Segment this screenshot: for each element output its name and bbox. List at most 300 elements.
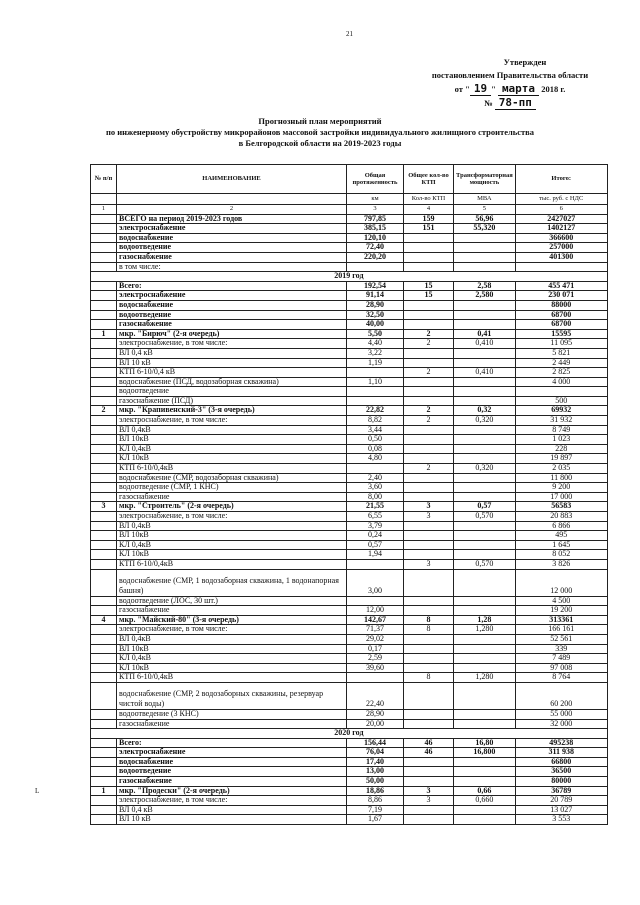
table-row: [91, 777, 608, 787]
row-name: газоснабжение: [117, 606, 347, 616]
row-total: 495238: [515, 738, 607, 748]
table-row: [91, 512, 608, 522]
row-power: [454, 483, 516, 493]
table-row: [91, 262, 608, 272]
row-total: 13 027: [515, 805, 607, 815]
column-numbers-row: [91, 205, 608, 215]
row-number: [91, 596, 117, 606]
row-length: 29,02: [347, 634, 404, 644]
row-ktp: [404, 473, 454, 483]
row-length: 28,90: [347, 300, 404, 310]
row-number: [91, 625, 117, 635]
row-power: [454, 252, 516, 262]
row-ktp: [404, 320, 454, 330]
row-number: 4: [91, 615, 117, 625]
row-number: [91, 540, 117, 550]
row-total: 257000: [515, 243, 607, 253]
approval-date-line: [410, 82, 610, 96]
row-total: 69932: [515, 406, 607, 416]
row-length: 32,50: [347, 310, 404, 320]
row-total: 8 052: [515, 550, 607, 560]
row-power: [454, 310, 516, 320]
approval-year: 2018 г.: [541, 84, 566, 94]
title-line-3: в Белгородской области на 2019-2023 годы: [238, 138, 402, 148]
row-length: 22,82: [347, 406, 404, 416]
row-name: ВЛ 10 кВ: [117, 815, 347, 825]
row-total: 36789: [515, 786, 607, 796]
row-power: [454, 596, 516, 606]
row-total: 228: [515, 444, 607, 454]
row-total: 8 764: [515, 673, 607, 683]
row-power: [454, 719, 516, 729]
row-name: водоснабжение (СМР, водозаборная скважина): [117, 473, 347, 483]
row-number: [91, 606, 117, 616]
row-ktp: [404, 805, 454, 815]
table-row: [91, 214, 608, 224]
row-name: газоснабжение: [117, 777, 347, 787]
row-power: [454, 521, 516, 531]
table-row: [91, 559, 608, 569]
row-length: [347, 262, 404, 272]
row-power: [454, 663, 516, 673]
row-total: 4 500: [515, 596, 607, 606]
row-power: 2,580: [454, 291, 516, 301]
table-row: [91, 521, 608, 531]
row-length: [347, 464, 404, 474]
row-number: [91, 473, 117, 483]
row-total: 339: [515, 644, 607, 654]
year-row: [91, 272, 608, 282]
row-number: [91, 387, 117, 397]
table-row: [91, 682, 608, 709]
row-length: 4,40: [347, 339, 404, 349]
row-ktp: 3: [404, 512, 454, 522]
row-number: [91, 224, 117, 234]
row-length: 385,15: [347, 224, 404, 234]
row-power: [454, 262, 516, 272]
row-number: [91, 454, 117, 464]
row-total: 455 471: [515, 281, 607, 291]
row-length: 5,50: [347, 329, 404, 339]
row-power: [454, 492, 516, 502]
row-number: [91, 252, 117, 262]
row-total: 68700: [515, 320, 607, 330]
row-total: 15595: [515, 329, 607, 339]
table-row: [91, 531, 608, 541]
row-number: [91, 815, 117, 825]
row-name: мкр. "Майский-80" (3-я очередь): [117, 615, 347, 625]
row-number: 1: [91, 786, 117, 796]
year-row: [91, 729, 608, 739]
row-ktp: [404, 454, 454, 464]
row-name: КТП 6-10/0,4 кВ: [117, 368, 347, 378]
row-ktp: [404, 644, 454, 654]
row-power: 0,570: [454, 559, 516, 569]
row-ktp: [404, 310, 454, 320]
row-name: водоотведение: [117, 387, 347, 397]
row-name: водоснабжение: [117, 233, 347, 243]
row-number: [91, 531, 117, 541]
row-total: 97 008: [515, 663, 607, 673]
row-ktp: [404, 425, 454, 435]
row-total: 31 932: [515, 416, 607, 426]
header-num: № п/п: [91, 165, 117, 194]
row-ktp: [404, 540, 454, 550]
row-total: 19 897: [515, 454, 607, 464]
row-total: 19 200: [515, 606, 607, 616]
row-number: 2: [91, 406, 117, 416]
row-length: 120,10: [347, 233, 404, 243]
row-name: газоснабжение (ПСД): [117, 396, 347, 406]
row-name: мкр. "Строитель" (2-я очередь): [117, 502, 347, 512]
year-label: 2020 год: [91, 729, 608, 739]
table-row: [91, 368, 608, 378]
row-total: 366600: [515, 233, 607, 243]
row-ktp: 8: [404, 673, 454, 683]
row-number: [91, 663, 117, 673]
row-total: 495: [515, 531, 607, 541]
colnum-4: 4: [404, 205, 454, 215]
row-ktp: [404, 531, 454, 541]
table-row: [91, 673, 608, 683]
row-total: 1 645: [515, 540, 607, 550]
row-number: [91, 757, 117, 767]
row-power: [454, 757, 516, 767]
row-total: 56583: [515, 502, 607, 512]
header-power: Трансформаторная мощность: [454, 165, 516, 194]
row-ktp: [404, 233, 454, 243]
table-row: [91, 377, 608, 387]
row-length: 28,90: [347, 709, 404, 719]
row-number: [91, 233, 117, 243]
row-power: [454, 300, 516, 310]
row-total: 32 000: [515, 719, 607, 729]
row-ktp: 2: [404, 406, 454, 416]
row-length: 0,50: [347, 435, 404, 445]
row-name: ВЛ 0,4кВ: [117, 634, 347, 644]
row-total: 9 200: [515, 483, 607, 493]
table-row: [91, 815, 608, 825]
row-name: водоснабжение: [117, 757, 347, 767]
row-power: [454, 320, 516, 330]
row-name: КТП 6-10/0,4кВ: [117, 673, 347, 683]
row-length: 8,00: [347, 492, 404, 502]
approval-number-line: [410, 96, 610, 110]
table-row: [91, 786, 608, 796]
row-number: [91, 796, 117, 806]
header-name: НАИМЕНОВАНИЕ: [117, 165, 347, 194]
table-row: [91, 615, 608, 625]
row-length: [347, 368, 404, 378]
row-name: водоснабжение (СМР, 2 водозаборных скважины, резервуар чистой воды): [117, 682, 347, 709]
row-name: водоотведение (3 КНС): [117, 709, 347, 719]
table-row: [91, 291, 608, 301]
approval-quote: ": [491, 84, 496, 94]
colnum-1: 1: [91, 205, 117, 215]
row-ktp: [404, 777, 454, 787]
row-ktp: 2: [404, 416, 454, 426]
title-line-2: по инженерному обустройству микрорайонов массовой застройки индивидуального жилищного строительства: [105, 127, 535, 137]
row-power: 0,320: [454, 416, 516, 426]
header-row: [91, 165, 608, 194]
row-number: [91, 521, 117, 531]
row-number: [91, 377, 117, 387]
row-power: 0,320: [454, 464, 516, 474]
table-row: [91, 606, 608, 616]
row-ktp: 46: [404, 748, 454, 758]
row-total: 55 000: [515, 709, 607, 719]
row-number: [91, 767, 117, 777]
row-ktp: [404, 387, 454, 397]
row-length: 91,14: [347, 291, 404, 301]
unit-length: км: [347, 194, 404, 205]
row-name: Всего:: [117, 738, 347, 748]
row-name: газоснабжение: [117, 492, 347, 502]
row-ktp: [404, 719, 454, 729]
row-name: Всего:: [117, 281, 347, 291]
row-name: газоснабжение: [117, 252, 347, 262]
row-name: ВЛ 10 кВ: [117, 358, 347, 368]
table-row: [91, 644, 608, 654]
row-total: 68700: [515, 310, 607, 320]
row-power: 0,32: [454, 406, 516, 416]
table-row: [91, 502, 608, 512]
row-number: [91, 569, 117, 596]
plan-table: [90, 164, 608, 825]
table-row: [91, 387, 608, 397]
row-length: 8,82: [347, 416, 404, 426]
row-ktp: 8: [404, 625, 454, 635]
row-power: [454, 682, 516, 709]
row-power: [454, 348, 516, 358]
row-name: водоснабжение: [117, 300, 347, 310]
row-total: 2 825: [515, 368, 607, 378]
table-row: [91, 796, 608, 806]
row-length: 0,57: [347, 540, 404, 550]
table-row: [91, 224, 608, 234]
row-length: 76,04: [347, 748, 404, 758]
table-row: [91, 483, 608, 493]
row-total: 12 000: [515, 569, 607, 596]
table-row: [91, 358, 608, 368]
row-length: 20,00: [347, 719, 404, 729]
row-name: электроснабжение: [117, 748, 347, 758]
table-row: [91, 300, 608, 310]
row-ktp: [404, 483, 454, 493]
row-name: мкр. "Бирюч" (2-я очередь): [117, 329, 347, 339]
approval-decree-line: постановлением Правительства области: [431, 70, 589, 80]
row-name: водоотведение (СМР, 1 КНС): [117, 483, 347, 493]
table-row: [91, 540, 608, 550]
row-total: 6 866: [515, 521, 607, 531]
row-number: [91, 444, 117, 454]
row-power: [454, 777, 516, 787]
row-number: [91, 492, 117, 502]
row-total: 7 489: [515, 654, 607, 664]
row-length: 3,00: [347, 569, 404, 596]
row-number: [91, 738, 117, 748]
unit-power: МВА: [454, 194, 516, 205]
table-row: [91, 719, 608, 729]
row-length: 1,67: [347, 815, 404, 825]
row-length: 50,00: [347, 777, 404, 787]
table-row: [91, 767, 608, 777]
row-number: [91, 464, 117, 474]
row-ktp: 3: [404, 559, 454, 569]
row-name: водоотведение (ЛОС, 30 шт.): [117, 596, 347, 606]
table-row: [91, 416, 608, 426]
row-length: 156,44: [347, 738, 404, 748]
row-name: газоснабжение: [117, 719, 347, 729]
table-row: [91, 596, 608, 606]
row-length: 71,37: [347, 625, 404, 635]
plan-table-body: [91, 165, 608, 825]
approval-no-label: №: [484, 98, 493, 108]
row-ktp: [404, 569, 454, 596]
row-total: 2 035: [515, 464, 607, 474]
row-length: 220,20: [347, 252, 404, 262]
table-row: [91, 654, 608, 664]
row-power: [454, 709, 516, 719]
row-name: водоотведение: [117, 767, 347, 777]
row-power: 55,320: [454, 224, 516, 234]
row-number: [91, 512, 117, 522]
row-total: 2427027: [515, 214, 607, 224]
row-length: 17,40: [347, 757, 404, 767]
row-total: [515, 262, 607, 272]
table-row: [91, 396, 608, 406]
row-ktp: 8: [404, 615, 454, 625]
row-number: [91, 435, 117, 445]
row-ktp: [404, 396, 454, 406]
document-title: [90, 116, 550, 149]
row-name: ВЛ 10кВ: [117, 644, 347, 654]
row-ktp: 3: [404, 796, 454, 806]
unit-name: [117, 194, 347, 205]
row-length: [347, 559, 404, 569]
row-length: 4,80: [347, 454, 404, 464]
row-number: [91, 243, 117, 253]
row-length: 8,86: [347, 796, 404, 806]
row-total: 166 161: [515, 625, 607, 635]
colnum-5: 5: [454, 205, 516, 215]
row-number: [91, 777, 117, 787]
row-total: 1 023: [515, 435, 607, 445]
row-power: [454, 569, 516, 596]
row-total: 5 821: [515, 348, 607, 358]
row-power: [454, 425, 516, 435]
row-name: ВЛ 0,4 кВ: [117, 348, 347, 358]
row-length: 18,86: [347, 786, 404, 796]
approval-stamp: [410, 56, 610, 110]
table-row: [91, 320, 608, 330]
table-row: [91, 757, 608, 767]
row-total: 60 200: [515, 682, 607, 709]
margin-mark: L: [35, 787, 40, 795]
row-power: [454, 815, 516, 825]
row-name: электроснабжение: [117, 291, 347, 301]
row-total: 8 749: [515, 425, 607, 435]
row-power: 0,410: [454, 368, 516, 378]
table-row: [91, 406, 608, 416]
row-length: 2,40: [347, 473, 404, 483]
row-length: 3,22: [347, 348, 404, 358]
row-ktp: [404, 550, 454, 560]
row-ktp: 46: [404, 738, 454, 748]
row-length: 3,60: [347, 483, 404, 493]
row-power: [454, 454, 516, 464]
table-row: [91, 569, 608, 596]
row-total: 313361: [515, 615, 607, 625]
row-power: [454, 606, 516, 616]
row-power: 1,28: [454, 615, 516, 625]
unit-num: [91, 194, 117, 205]
row-number: [91, 339, 117, 349]
approval-day: 19: [470, 82, 491, 96]
row-total: 3 826: [515, 559, 607, 569]
row-power: [454, 444, 516, 454]
row-name: КЛ 0,4кВ: [117, 444, 347, 454]
row-ktp: [404, 521, 454, 531]
row-number: [91, 709, 117, 719]
table-row: [91, 473, 608, 483]
row-ktp: 151: [404, 224, 454, 234]
row-name: электроснабжение, в том числе:: [117, 339, 347, 349]
header-total: Итого:: [515, 165, 607, 194]
row-ktp: [404, 596, 454, 606]
row-total: 230 071: [515, 291, 607, 301]
row-power: [454, 377, 516, 387]
row-total: 52 561: [515, 634, 607, 644]
row-name: ВЛ 0,4 кВ: [117, 805, 347, 815]
row-number: [91, 281, 117, 291]
row-name: ВЛ 0,4кВ: [117, 521, 347, 531]
row-total: 36500: [515, 767, 607, 777]
row-ktp: 2: [404, 329, 454, 339]
row-number: [91, 320, 117, 330]
table-row: [91, 748, 608, 758]
row-name: мкр. "Продески" (2-я очередь): [117, 786, 347, 796]
row-power: [454, 767, 516, 777]
row-number: [91, 673, 117, 683]
row-name: мкр. "Крапивенский-3" (3-я очередь): [117, 406, 347, 416]
table-row: [91, 550, 608, 560]
row-ktp: [404, 654, 454, 664]
row-total: 11 800: [515, 473, 607, 483]
row-number: [91, 483, 117, 493]
row-power: [454, 550, 516, 560]
row-number: [91, 262, 117, 272]
row-ktp: [404, 767, 454, 777]
row-ktp: [404, 348, 454, 358]
row-total: 500: [515, 396, 607, 406]
row-power: [454, 435, 516, 445]
row-name: водоотведение: [117, 243, 347, 253]
row-name: водоснабжение (СМР, 1 водозаборная скважина, 1 водонапорная башня): [117, 569, 347, 596]
row-power: [454, 654, 516, 664]
table-row: [91, 464, 608, 474]
row-number: 1: [91, 329, 117, 339]
row-power: 0,41: [454, 329, 516, 339]
row-power: [454, 531, 516, 541]
row-number: [91, 300, 117, 310]
header-length: Общая протяженность: [347, 165, 404, 194]
units-row: [91, 194, 608, 205]
row-length: 192,54: [347, 281, 404, 291]
approval-number: 78-пп: [495, 96, 536, 110]
row-number: [91, 358, 117, 368]
row-power: 0,570: [454, 512, 516, 522]
